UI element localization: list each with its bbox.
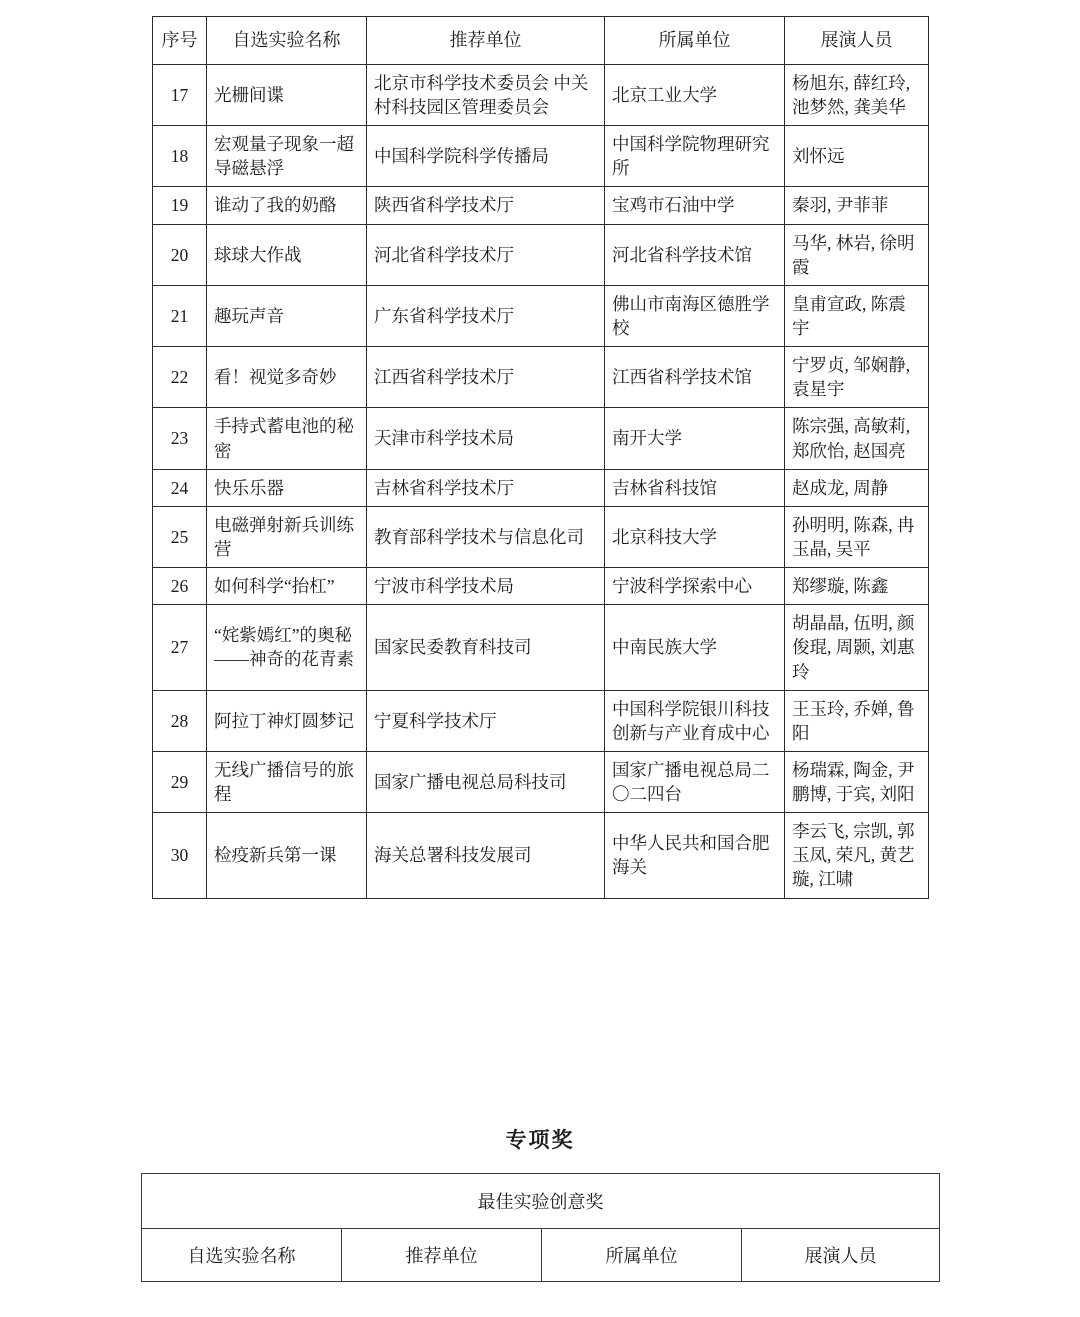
- cell-performers: 郑缪璇, 陈鑫: [785, 568, 929, 605]
- column-header-name: 自选实验名称: [207, 17, 367, 65]
- table-row: [153, 224, 929, 285]
- cell-organization: 吉林省科技馆: [605, 469, 785, 506]
- cell-performers: 杨旭东, 薛红玲, 池梦然, 龚美华: [785, 64, 929, 125]
- column-header-performers: 展演人员: [742, 1229, 940, 1282]
- cell-recommender: 陕西省科学技术厅: [367, 187, 605, 224]
- table-row: [153, 187, 929, 224]
- cell-recommender: 吉林省科学技术厅: [367, 469, 605, 506]
- cell-name: 阿拉丁神灯圆梦记: [207, 690, 367, 751]
- cell-index: 28: [153, 690, 207, 751]
- cell-organization: 北京工业大学: [605, 64, 785, 125]
- cell-organization: 佛山市南海区德胜学校: [605, 285, 785, 346]
- table-row: [153, 285, 929, 346]
- cell-index: 18: [153, 126, 207, 187]
- cell-name: 快乐乐器: [207, 469, 367, 506]
- cell-name: 检疫新兵第一课: [207, 813, 367, 898]
- cell-recommender: 宁波市科学技术局: [367, 568, 605, 605]
- table-row: [153, 813, 929, 898]
- table-row: [153, 347, 929, 408]
- main-award-table: [152, 16, 929, 899]
- cell-index: 30: [153, 813, 207, 898]
- table-row: [153, 64, 929, 125]
- cell-name: 如何科学“抬杠”: [207, 568, 367, 605]
- cell-organization: 河北省科学技术馆: [605, 224, 785, 285]
- column-header-recommender: 推荐单位: [367, 17, 605, 65]
- cell-performers: 胡晶晶, 伍明, 颜俊琨, 周颢, 刘惠玲: [785, 605, 929, 690]
- special-award-section-title: 专项奖: [505, 1129, 575, 1152]
- cell-performers: 杨瑞霖, 陶金, 尹鹏博, 于宾, 刘阳: [785, 751, 929, 812]
- cell-performers: 赵成龙, 周静: [785, 469, 929, 506]
- column-header-index: 序号: [153, 17, 207, 65]
- cell-name: 球球大作战: [207, 224, 367, 285]
- special-award-table: [141, 1173, 940, 1282]
- cell-performers: 陈宗强, 高敏莉, 郑欣怡, 赵国亮: [785, 408, 929, 469]
- cell-organization: 国家广播电视总局二〇二四台: [605, 751, 785, 812]
- column-header-performers: 展演人员: [785, 17, 929, 65]
- main-award-table-container: [152, 16, 928, 899]
- cell-recommender: 河北省科学技术厅: [367, 224, 605, 285]
- cell-index: 19: [153, 187, 207, 224]
- table-header-row: [153, 17, 929, 65]
- table-row: [153, 408, 929, 469]
- cell-index: 27: [153, 605, 207, 690]
- cell-name: 手持式蓄电池的秘密: [207, 408, 367, 469]
- cell-performers: 刘怀远: [785, 126, 929, 187]
- cell-organization: 北京科技大学: [605, 506, 785, 567]
- cell-name: 看！视觉多奇妙: [207, 347, 367, 408]
- cell-performers: 孙明明, 陈森, 冉玉晶, 吴平: [785, 506, 929, 567]
- cell-recommender: 中国科学院科学传播局: [367, 126, 605, 187]
- cell-index: 20: [153, 224, 207, 285]
- cell-recommender: 国家民委教育科技司: [367, 605, 605, 690]
- special-award-name-row: [142, 1174, 940, 1229]
- cell-recommender: 宁夏科学技术厅: [367, 690, 605, 751]
- cell-organization: 中国科学院物理研究所: [605, 126, 785, 187]
- cell-performers: 秦羽, 尹菲菲: [785, 187, 929, 224]
- cell-name: 无线广播信号的旅程: [207, 751, 367, 812]
- special-award-table-container: [141, 1173, 939, 1282]
- cell-recommender: 天津市科学技术局: [367, 408, 605, 469]
- column-header-organization: 所属单位: [542, 1229, 742, 1282]
- cell-organization: 南开大学: [605, 408, 785, 469]
- table-row: [153, 690, 929, 751]
- special-award-header-row: [142, 1229, 940, 1282]
- cell-organization: 宝鸡市石油中学: [605, 187, 785, 224]
- cell-organization: 江西省科学技术馆: [605, 347, 785, 408]
- special-award-name: 最佳实验创意奖: [142, 1174, 940, 1229]
- cell-performers: 宁罗贞, 邹娴静, 袁星宇: [785, 347, 929, 408]
- cell-index: 26: [153, 568, 207, 605]
- table-row: [153, 605, 929, 690]
- table-row: [153, 126, 929, 187]
- table-row: [153, 751, 929, 812]
- cell-recommender: 北京市科学技术委员会 中关村科技园区管理委员会: [367, 64, 605, 125]
- cell-index: 22: [153, 347, 207, 408]
- column-header-organization: 所属单位: [605, 17, 785, 65]
- column-header-recommender: 推荐单位: [342, 1229, 542, 1282]
- table-row: [153, 469, 929, 506]
- cell-recommender: 海关总署科技发展司: [367, 813, 605, 898]
- cell-index: 21: [153, 285, 207, 346]
- cell-name: 宏观量子现象一超导磁悬浮: [207, 126, 367, 187]
- table-row: [153, 568, 929, 605]
- cell-name: “姹紫嫣红”的奥秘——神奇的花青素: [207, 605, 367, 690]
- cell-performers: 皇甫宣政, 陈震宇: [785, 285, 929, 346]
- cell-organization: 中南民族大学: [605, 605, 785, 690]
- cell-performers: 马华, 林岩, 徐明霞: [785, 224, 929, 285]
- cell-name: 谁动了我的奶酪: [207, 187, 367, 224]
- cell-index: 23: [153, 408, 207, 469]
- cell-name: 趣玩声音: [207, 285, 367, 346]
- main-award-table-body: [153, 64, 929, 898]
- cell-organization: 中国科学院银川科技创新与产业育成中心: [605, 690, 785, 751]
- cell-performers: 王玉玲, 乔婵, 鲁阳: [785, 690, 929, 751]
- cell-recommender: 国家广播电视总局科技司: [367, 751, 605, 812]
- table-row: [153, 506, 929, 567]
- cell-name: 电磁弹射新兵训练营: [207, 506, 367, 567]
- cell-recommender: 江西省科学技术厅: [367, 347, 605, 408]
- cell-index: 25: [153, 506, 207, 567]
- cell-index: 17: [153, 64, 207, 125]
- column-header-name: 自选实验名称: [142, 1229, 342, 1282]
- cell-index: 29: [153, 751, 207, 812]
- cell-organization: 宁波科学探索中心: [605, 568, 785, 605]
- cell-performers: 李云飞, 宗凯, 郭玉凤, 荣凡, 黄艺璇, 江啸: [785, 813, 929, 898]
- cell-recommender: 广东省科学技术厅: [367, 285, 605, 346]
- cell-organization: 中华人民共和国合肥海关: [605, 813, 785, 898]
- cell-index: 24: [153, 469, 207, 506]
- cell-name: 光栅间谍: [207, 64, 367, 125]
- cell-recommender: 教育部科学技术与信息化司: [367, 506, 605, 567]
